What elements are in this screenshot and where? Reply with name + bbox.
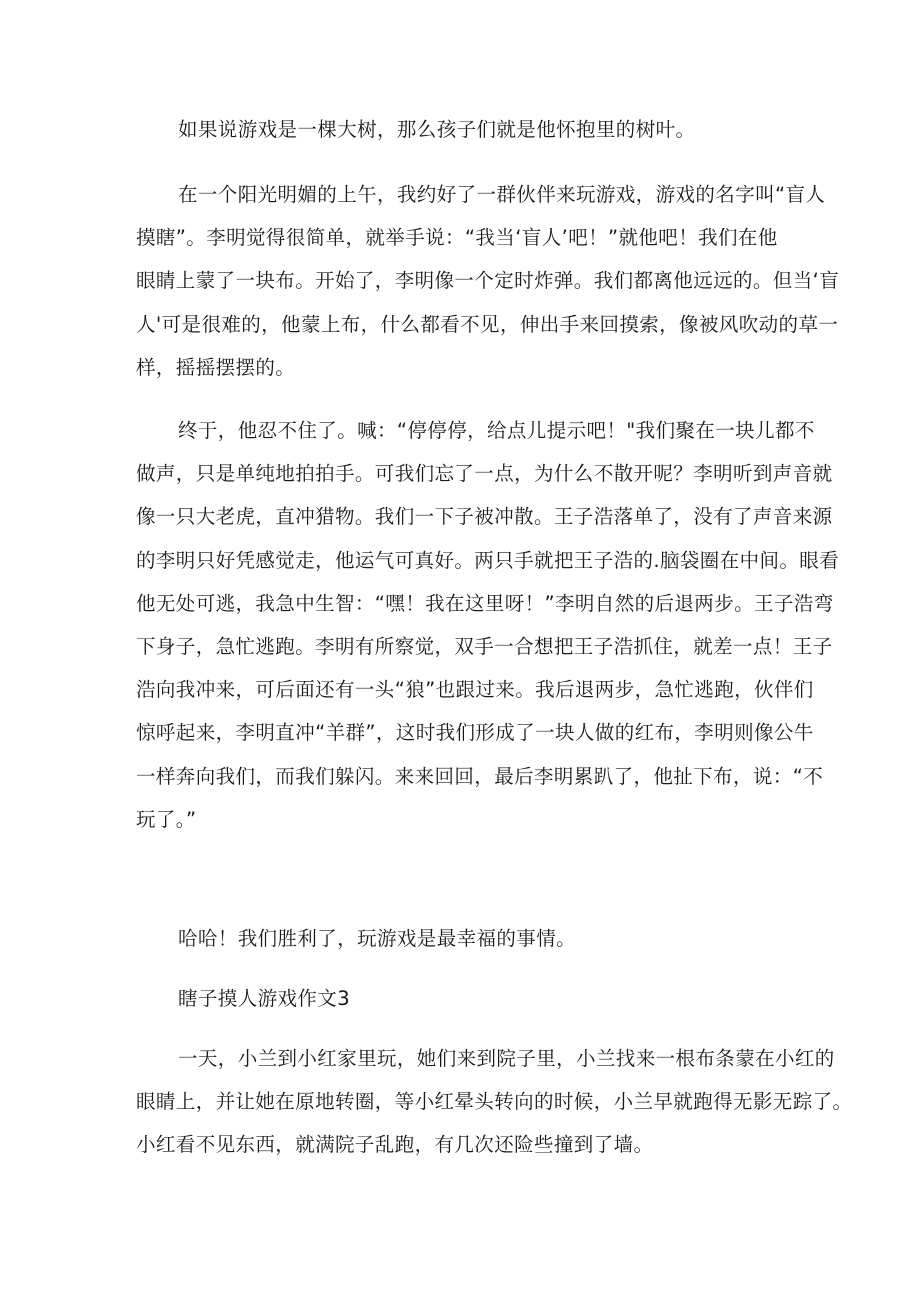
text-line: 一天，小兰到小红家里玩，她们来到院子里，小兰找来一根布条蒙在小红的 [178,1047,835,1070]
text-line: 小红看不见东西，就满院子乱跑，有几次还险些撞到了墙。 [136,1133,654,1157]
paragraph-2 [136,173,840,389]
text-line: 眼睛上，并让她在原地转圈，等小红晕头转向的时候，小兰早就跑得无影无踪了。 [136,1090,853,1114]
text-line: 的李明只好凭感觉走，他运气可真好。两只手就把王子浩的.脑袋圈在中间。眼看 [136,548,840,572]
section-heading: 瞎子摸人游戏作文3 [178,987,351,1010]
text-line: 一样奔向我们，而我们躲闪。来来回回，最后李明累趴了，他扯下布，说：“不 [136,764,824,788]
text-line: 如果说游戏是一棵大树，那么孩子们就是他怀抱里的树叶。 [178,118,696,141]
paragraph-4 [136,917,786,960]
text-line: 做声，只是单纯地拍拍手。可我们忘了一点，为什么不散开呢？李明听到声音就 [136,462,833,486]
text-line: 他无处可逃，我急中生智：“嘿！我在这里呀！”李明自然的后退两步。王子浩弯 [136,591,834,615]
text-line: 浩向我冲来，可后面还有一头“狼”也跟过来。我后退两步，急忙逃跑，伙伴们 [136,678,814,702]
paragraph-3 [136,409,840,841]
text-line: 人'可是很难的，他蒙上布，什么都看不见，伸出手来回摸索，像被风吹动的草一 [136,312,839,336]
text-line: 玩了。” [136,807,197,831]
paragraph-1 [136,108,786,151]
text-line: 样，摇摇摆摆的。 [136,355,296,379]
text-line: 惊呼起来，李明直冲“羊群”，这时我们形成了一块人做的红布，李明则像公牛 [136,721,814,745]
text-line: 下身子，急忙逃跑。李明有所察觉，双手一合想把王子浩抓住，就差一点！王子 [136,635,833,659]
text-line: 终于，他忍不住了。喊：“停停停，给点儿提示吧！"我们聚在一块儿都不 [178,419,815,442]
text-line: 像一只大老虎，直冲猎物。我们一下子被冲散。王子浩落单了，没有了声音来源 [136,505,833,529]
paragraph-5 [136,1037,853,1167]
text-line: 眼睛上蒙了一块布。开始了，李明像一个定时炸弹。我们都离他远远的。但当‘盲 [136,269,840,293]
text-line: 在一个阳光明媚的上午，我约好了一群伙伴来玩游戏，游戏的名字叫“盲人 [178,183,826,206]
text-line: 哈哈！我们胜利了，玩游戏是最幸福的事情。 [178,927,577,950]
text-line: 摸瞎”。李明觉得很简单，就举手说：“我当‘盲人’吧！”就他吧！我们在他 [136,226,778,250]
